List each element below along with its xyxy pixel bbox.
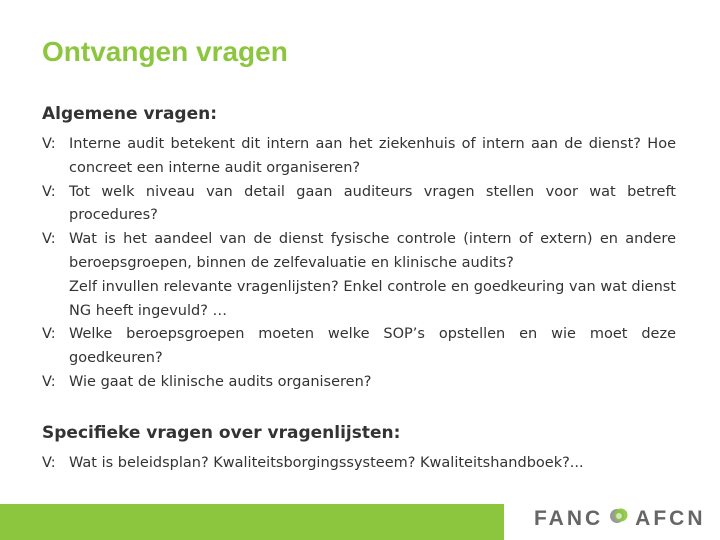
question-text: Wat is het aandeel van de dienst fysische controle (intern of extern) en andere beroepsgroepen, binnen de zelfevaluatie en klinische audits? [69, 231, 676, 271]
question-item [42, 323, 676, 371]
question-text: Welke beroepsgroepen moeten welke SOP’s opstellen en wie moet deze goedkeuren? [69, 326, 676, 367]
question-subtext: Zelf invullen relevante vragenlijsten? Enkel controle en goedkeuring van wat dienst NG heeft ingevuld? … [69, 278, 676, 319]
question-text: Wie gaat de klinische audits organiseren? [69, 373, 372, 390]
question-item [42, 371, 676, 395]
section-heading-general: Algemene vragen: [42, 104, 218, 124]
question-prefix: V: [42, 373, 56, 390]
logo-text-afcn: AFCN [635, 507, 706, 530]
section-heading-specific: Specifieke vragen over vragenlijsten: [42, 423, 401, 443]
question-item [42, 133, 676, 181]
question-prefix: V: [42, 455, 56, 471]
question-item [42, 181, 676, 229]
question-text: Interne audit betekent dit intern aan het ziekenhuis of intern aan de dienst? Hoe concreet een interne audit organiseren? [69, 136, 676, 176]
question-prefix: V: [42, 231, 56, 248]
question-item [42, 228, 676, 323]
fanc-logo-icon [607, 504, 631, 534]
question-prefix: V: [42, 326, 56, 343]
logo-text-fanc: FANC [534, 507, 604, 530]
question-prefix: V: [42, 136, 56, 152]
question-item [42, 452, 676, 476]
specific-questions-list [42, 452, 676, 476]
footer-accent-bar [0, 504, 504, 540]
question-text: Wat is beleidsplan? Kwaliteitsborgingssysteem? Kwaliteitshandboek?... [69, 455, 584, 471]
question-text: Tot welk niveau van detail gaan auditeurs vragen stellen voor wat betreft procedures? [69, 183, 676, 224]
question-prefix: V: [42, 183, 56, 200]
general-questions-list [42, 133, 676, 395]
fanc-afcn-logo [534, 506, 706, 532]
page-title: Ontvangen vragen [42, 36, 288, 67]
